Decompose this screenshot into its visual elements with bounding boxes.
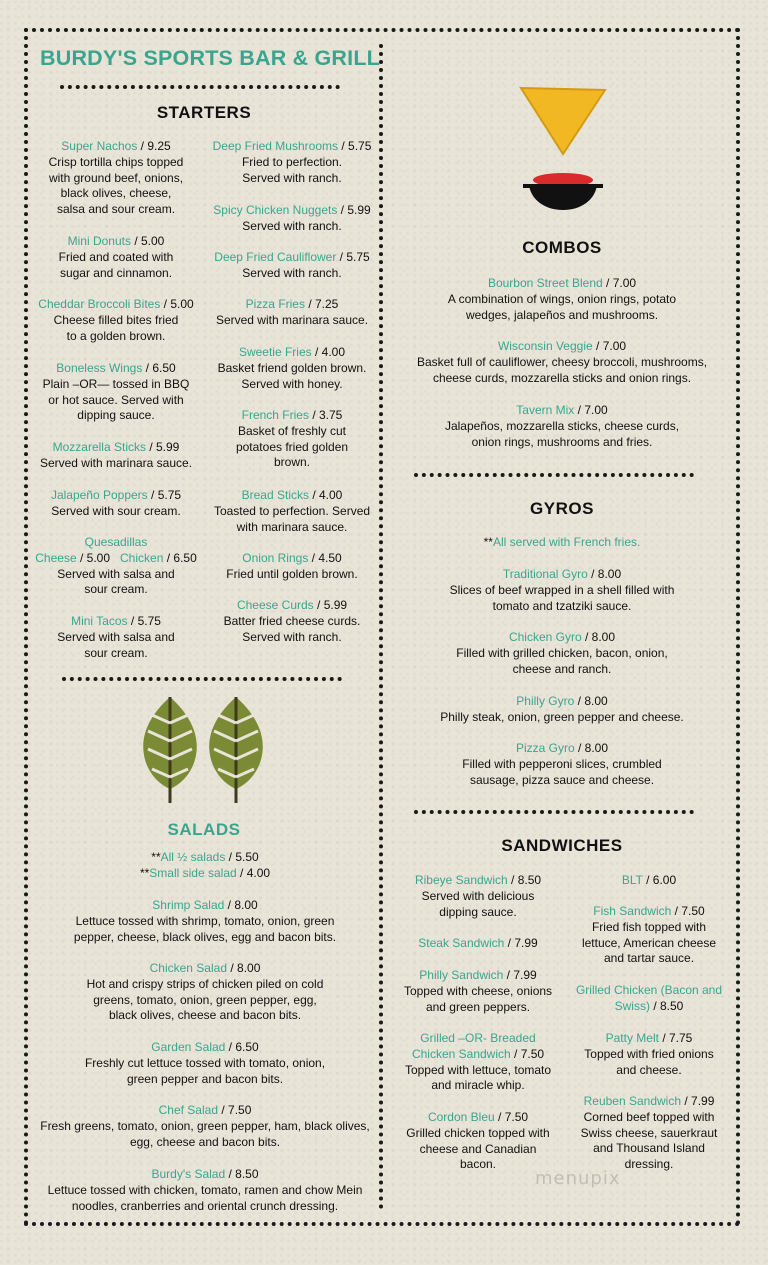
menu-item: Mini Tacos / 5.75 Served with salsa and sour cream. <box>57 614 175 660</box>
gyros-note: **All served with French fries. <box>483 535 641 549</box>
menu-item: Chicken Gyro / 8.00 Filled with grilled chicken, bacon, onion, cheese and ranch. <box>456 630 668 676</box>
food-illustration <box>515 82 611 217</box>
combos-divider <box>414 473 694 477</box>
gyros-divider <box>414 810 694 814</box>
menu-item: Pizza Gyro / 8.00 Filled with pepperoni slices, crumbled sausage, pizza sauce and cheese. <box>462 741 662 787</box>
gyros-heading: GYROS <box>530 499 594 518</box>
menu-item: Onion Rings / 4.50 Fried until golden brown. <box>226 551 358 581</box>
starters-divider <box>62 677 342 681</box>
menu-item: Deep Fried Mushrooms / 5.75 Fried to perfection. Served with ranch. <box>212 139 372 185</box>
restaurant-title: BURDY'S SPORTS BAR & GRILL <box>40 46 380 70</box>
menu-item: Ribeye Sandwich / 8.50 Served with delicious dipping sauce. <box>414 873 542 919</box>
menu-item: Deep Fried Cauliflower / 5.75 Served with ranch. <box>214 250 370 280</box>
menu-item-quesadillas: Quesadillas Cheese / 5.00 Chicken / 6.50 Served with salsa and sour cream. <box>35 535 197 597</box>
leaf-icon <box>143 697 197 803</box>
menu-item: BLT / 6.00 <box>621 873 677 887</box>
salads-heading: SALADS <box>167 820 241 839</box>
menu-item: Shrimp Salad / 8.00 Lettuce tossed with shrimp, tomato, onion, green pepper, cheese, black olives, egg and bacon bits. <box>73 898 337 944</box>
menu-item: Cheese Curds / 5.99 Batter fried cheese curds. Served with ranch. <box>223 598 361 644</box>
menu-item: Philly Sandwich / 7.99 Topped with cheese, onions and green peppers. <box>403 968 553 1014</box>
title-divider <box>60 85 340 89</box>
menu-item: Mozzarella Sticks / 5.99 Served with marinara sauce. <box>39 440 193 470</box>
combos-heading: COMBOS <box>522 238 602 257</box>
menu-item: Fish Sandwich / 7.50 Fried fish topped with lettuce, American cheese and tartar sauce. <box>581 904 717 966</box>
menu-item: Patty Melt / 7.75 Topped with fried onions and cheese. <box>584 1031 714 1077</box>
menu-item: Cheddar Broccoli Bites / 5.00 Cheese filled bites fried to a golden brown. <box>38 297 194 343</box>
menu-item: Grilled Chicken (Bacon and Swiss) / 8.50 <box>575 983 723 1013</box>
menu-item: Traditional Gyro / 8.00 Slices of beef wrapped in a shell filled with tomato and tzatziki sauce. <box>449 567 675 613</box>
sandwiches-heading: SANDWICHES <box>501 836 623 855</box>
menu-item: Wisconsin Veggie / 7.00 Basket full of cauliflower, cheesy broccoli, mushrooms, cheese curds, mozzarella sticks and onion rings. <box>416 339 708 385</box>
menu-item: Tavern Mix / 7.00 Jalapeños, mozzarella sticks, cheese curds, onion rings, mushrooms and fries. <box>444 403 680 449</box>
menu-item: Boneless Wings / 6.50 Plain –OR— tossed in BBQ or hot sauce. Served with dipping sauce. <box>42 361 190 423</box>
menu-item: Spicy Chicken Nuggets / 5.99 Served with ranch. <box>213 203 371 233</box>
menu-item: Mini Donuts / 5.00 Fried and coated with sugar and cinnamon. <box>58 234 174 280</box>
nacho-chip-icon <box>521 88 605 154</box>
menu-item: Chicken Salad / 8.00 Hot and crispy strips of chicken piled on cold greens, tomato, onion, green pepper, egg, black olives, cheese and bacon bits. <box>86 961 324 1023</box>
menu-item: Chef Salad / 7.50 Fresh greens, tomato, onion, green pepper, ham, black olives, egg, cheese and bacon bits. <box>40 1103 370 1149</box>
menu-item: French Fries / 3.75 Basket of freshly cut potatoes fried golden brown. <box>235 408 349 470</box>
menu-item: Grilled –OR- Breaded Chicken Sandwich / 7.50 Topped with lettuce, tomato and miracle whip. <box>404 1031 552 1093</box>
leaf-icon <box>138 693 268 808</box>
watermark: menupix <box>535 1168 621 1189</box>
menu-item: Super Nachos / 9.25 Crisp tortilla chips topped with ground beef, onions, black olives, cheese, salsa and sour cream. <box>48 139 184 217</box>
bowl-icon <box>523 173 603 210</box>
menu-item: Steak Sandwich / 7.99 <box>418 936 538 950</box>
starters-heading: STARTERS <box>156 103 252 122</box>
salads-note: **All ½ salads / 5.50 **Small side salad / 4.00 <box>139 850 271 880</box>
menu-item: Bourbon Street Blend / 7.00 A combination of wings, onion rings, potato wedges, jalapeños and mushrooms. <box>447 276 677 322</box>
menu-item: Sweetie Fries / 4.00 Basket friend golden brown. Served with honey. <box>217 345 367 391</box>
menu-item: Cordon Bleu / 7.50 Grilled chicken topped with cheese and Canadian bacon. <box>406 1110 550 1172</box>
menu-item: Garden Salad / 6.50 Freshly cut lettuce tossed with tomato, onion, green pepper and bacon bits. <box>84 1040 326 1086</box>
menu-item: Bread Sticks / 4.00 Toasted to perfection. Served with marinara sauce. <box>213 488 371 534</box>
menu-item: Philly Gyro / 8.00 Philly steak, onion, green pepper and cheese. <box>440 694 684 724</box>
menu-item: Pizza Fries / 7.25 Served with marinara sauce. <box>215 297 369 327</box>
menu-item: Reuben Sandwich / 7.99 Corned beef topped with Swiss cheese, sauerkraut and Thousand Island dressing. <box>580 1094 718 1172</box>
menu-item: Burdy's Salad / 8.50 Lettuce tossed with chicken, tomato, ramen and chow Mein noodles, cranberries and oriental crunch dressing. <box>47 1167 363 1213</box>
menu-item: Jalapeño Poppers / 5.75 Served with sour cream. <box>50 488 182 518</box>
leaf-icon <box>209 697 263 803</box>
